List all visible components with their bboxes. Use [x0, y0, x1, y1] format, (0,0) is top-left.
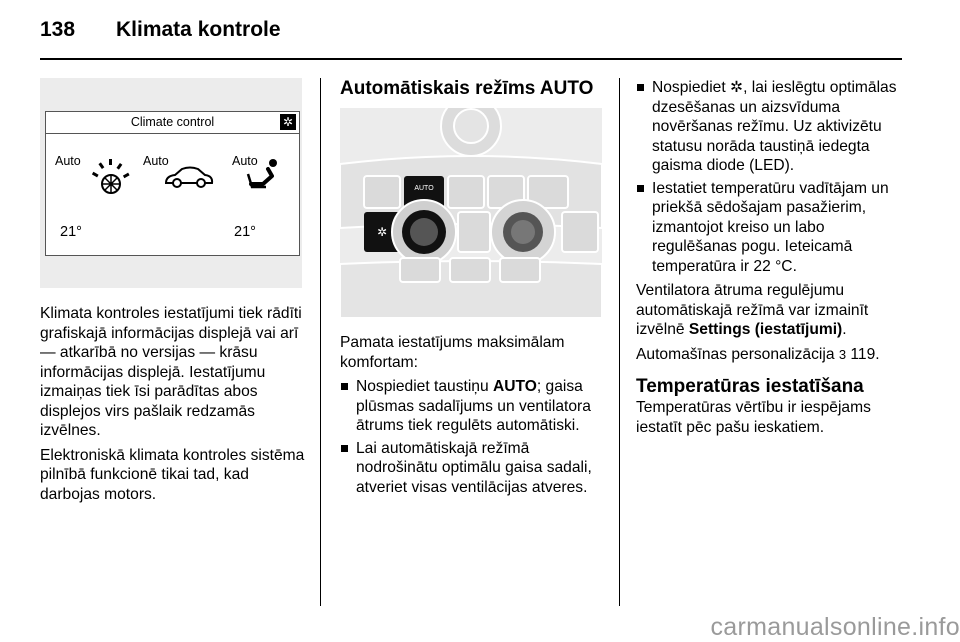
page-number: 138	[40, 18, 76, 41]
settings-icon: ✲	[730, 79, 744, 96]
auto-label-fan: Auto	[55, 154, 81, 168]
svg-text:✲: ✲	[376, 225, 388, 239]
paragraph-personalization: Automašīnas personalizācija 3 119.	[636, 345, 880, 363]
settings-bullets	[636, 78, 904, 276]
list-item: Nospiediet taustiņu AUTO; gaisa plūsmas sadalījums un ventilatora ātrums tiek regulēts automātiski.	[340, 377, 602, 436]
list-item: Iestatiet temperatūru vadītājam un priekšā sēdošajam pasažierim, izmantojot kreiso un labo regulēšanas pogu. Ieteicamā temperatūra ir 22 °C.	[636, 179, 904, 277]
paragraph-fan-speed: Ventilatora ātruma regulējumu automātiskajā režīmā var izmainīt izvēlnē Settings (iestatījumi).	[636, 282, 869, 338]
list-item: Lai automātiskajā režīmā nodrošinātu optimālu gaisa sadali, atveriet visas ventilācijas atveres.	[340, 439, 602, 498]
control-panel-figure	[340, 108, 602, 318]
paragraph-display-info: Klimata kontroles iestatījumi tiek rādīti grafiskajā informācijas displejā vai arī — atkarībā no versijas — krāsu informācijas displejā. Iestatījumu izmaiņas tiek īsi parādītas abos displejos virs pašlaik redzamās izvēlnes.	[40, 305, 302, 439]
section-heading-temperature: Temperatūras iestatīšana	[636, 376, 864, 397]
watermark: carmanualsonline.info	[710, 613, 960, 641]
column-middle	[340, 333, 602, 502]
column-divider-left	[320, 78, 321, 606]
auto-button-label: AUTO	[414, 185, 434, 192]
page-header	[40, 18, 281, 42]
display-title: Climate control	[46, 112, 299, 134]
column-right	[636, 78, 904, 442]
section-heading-auto-mode: Automātiskais režīms AUTO	[340, 78, 594, 99]
paragraph-basic-setting: Pamata iestatījums maksimālam komfortam:	[340, 334, 565, 371]
paragraph-engine-running: Elektroniskā klimata kontroles sistēma pilnībā funkcionē tikai tad, kad darbojas motors.	[40, 446, 305, 503]
control-panel-illustration	[340, 108, 602, 318]
auto-label-seat: Auto	[232, 154, 258, 168]
climate-display-figure	[40, 78, 302, 288]
car-icon	[163, 165, 215, 189]
auto-mode-bullets	[340, 377, 602, 497]
auto-label-distribution: Auto	[143, 154, 169, 168]
header-rule	[40, 58, 902, 60]
settings-icon: ✲	[280, 114, 296, 130]
climate-control-screen	[45, 111, 300, 256]
temperature-right: 21°	[234, 224, 256, 240]
page-reference-icon: 3	[838, 346, 847, 362]
list-item: Nospiediet ✲, lai ieslēgtu optimālas dzesēšanas un aizsvīduma novēršanas režīmu. Uz aktivizētu statusu norāda taustiņā iedegta gaisma diode (LED).	[636, 78, 904, 176]
page-title: Klimata kontrole	[116, 18, 281, 41]
temperature-left: 21°	[60, 224, 82, 240]
seat-icon	[246, 158, 280, 192]
column-left	[40, 304, 312, 509]
paragraph-temperature: Temperatūras vērtību ir iespējams iestatīt pēc pašu ieskatiem.	[636, 399, 871, 436]
column-divider-right	[619, 78, 620, 606]
fan-icon	[90, 156, 134, 196]
